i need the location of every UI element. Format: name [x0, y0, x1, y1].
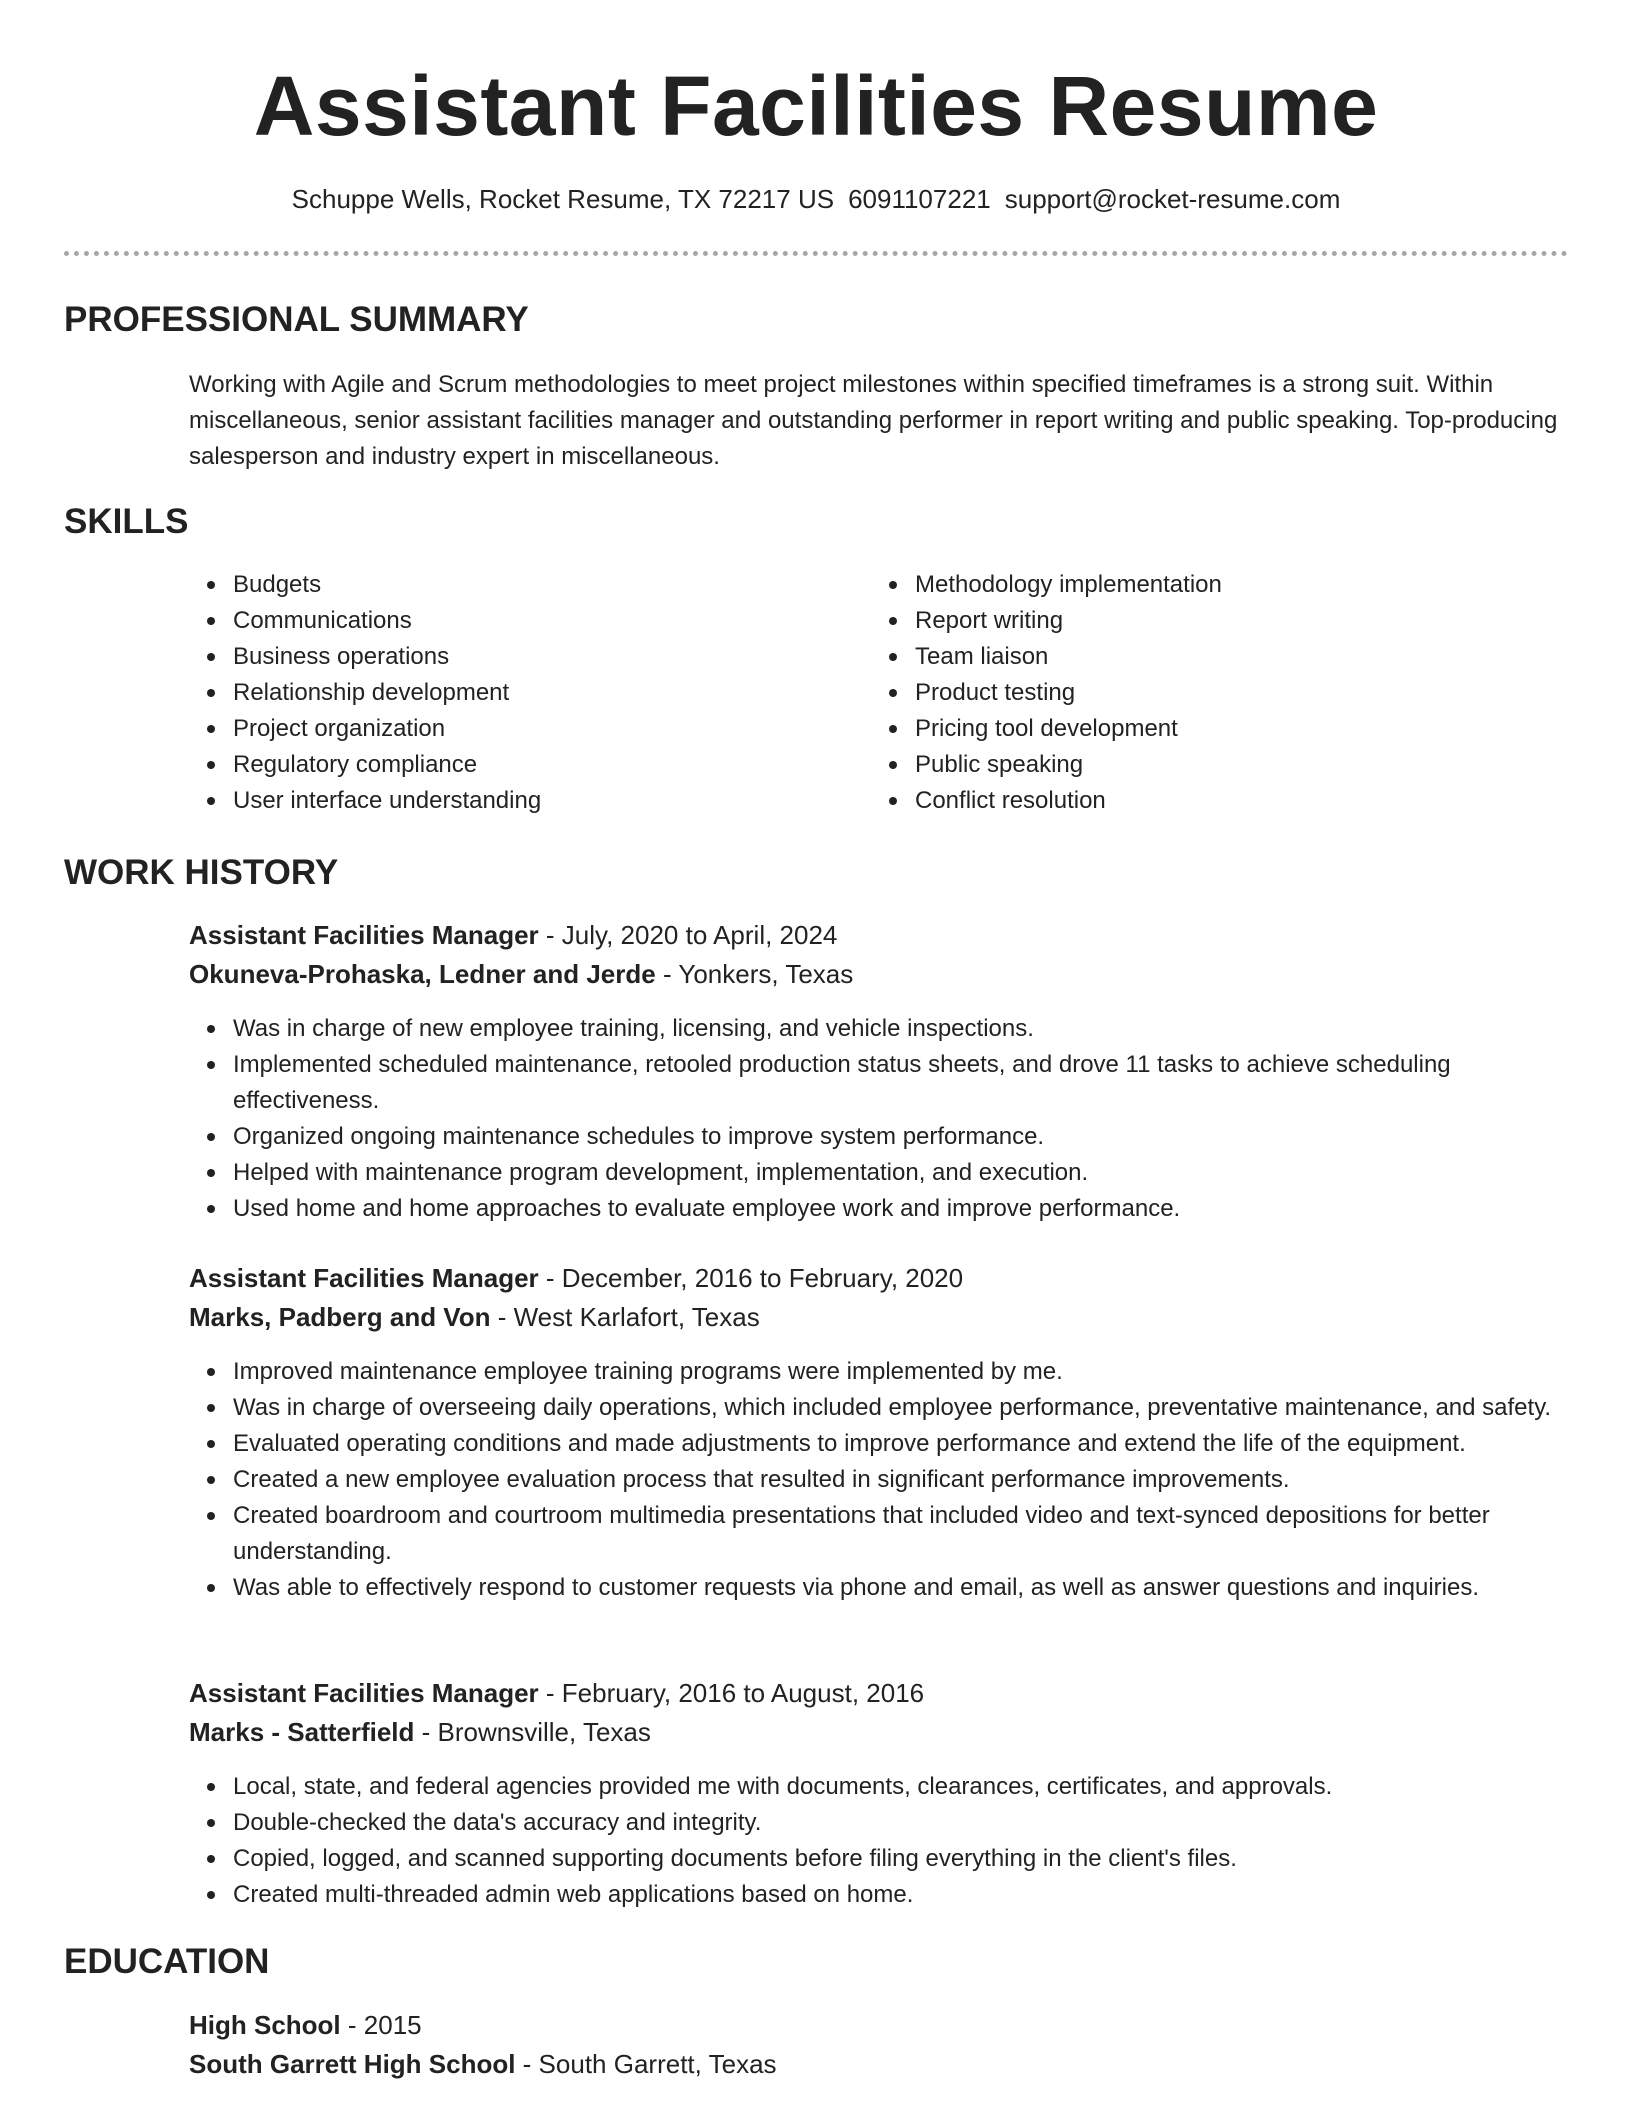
job-location: - Brownsville, Texas	[414, 1717, 651, 1747]
job-company: Marks - Satterfield	[189, 1717, 415, 1747]
job-bullets	[189, 1011, 1569, 1227]
job-bullet: Created boardroom and courtroom multimedia presentations that included video and text-synced depositions for better understanding.	[189, 1498, 1569, 1570]
job-bullets	[189, 1769, 1569, 1913]
skill-item: Relationship development	[189, 675, 829, 711]
job-location: - Yonkers, Texas	[655, 959, 854, 989]
skills-heading: SKILLS	[64, 502, 189, 541]
contact-phone: 6091107221	[848, 184, 991, 214]
skill-item: Conflict resolution	[871, 783, 1531, 819]
skill-item: Project organization	[189, 711, 829, 747]
contact-email: support@rocket-resume.com	[1004, 184, 1341, 214]
job-location: - West Karlafort, Texas	[490, 1302, 760, 1332]
job-bullet: Double-checked the data's accuracy and integrity.	[189, 1805, 1569, 1841]
job-title-line	[189, 1675, 1569, 1711]
education-heading: EDUCATION	[64, 1942, 270, 1981]
skill-item: Methodology implementation	[871, 567, 1531, 603]
skill-item: Team liaison	[871, 639, 1531, 675]
education-school: South Garrett High School	[189, 2049, 516, 2079]
skills-list-right	[871, 567, 1531, 819]
job-title: Assistant Facilities Manager	[189, 920, 539, 950]
job-bullet: Implemented scheduled maintenance, retooled production status sheets, and drove 11 tasks to achieve scheduling effectiveness.	[189, 1047, 1569, 1119]
job-bullet: Created a new employee evaluation process that resulted in significant performance improvements.	[189, 1462, 1569, 1498]
skill-item: Budgets	[189, 567, 829, 603]
job-dates: - December, 2016 to February, 2020	[538, 1263, 964, 1293]
education-year: - 2015	[340, 2010, 422, 2040]
skill-item: Report writing	[871, 603, 1531, 639]
job-dates: - February, 2016 to August, 2016	[538, 1678, 925, 1708]
skill-item: Public speaking	[871, 747, 1531, 783]
job-dates: - July, 2020 to April, 2024	[538, 920, 838, 950]
skills-list-left	[189, 567, 829, 819]
header-divider	[64, 251, 1568, 256]
education-school-line	[189, 2046, 1569, 2082]
job-bullet: Improved maintenance employee training programs were implemented by me.	[189, 1354, 1569, 1390]
education-degree-line	[189, 2007, 1569, 2043]
job-company: Marks, Padberg and Von	[189, 1302, 491, 1332]
job-title: Assistant Facilities Manager	[189, 1263, 539, 1293]
skill-item: User interface understanding	[189, 783, 829, 819]
job-bullet: Was in charge of new employee training, licensing, and vehicle inspections.	[189, 1011, 1569, 1047]
job-bullet: Copied, logged, and scanned supporting documents before filing everything in the client's files.	[189, 1841, 1569, 1877]
job-title: Assistant Facilities Manager	[189, 1678, 539, 1708]
work-heading: WORK HISTORY	[64, 853, 339, 892]
job-company: Okuneva-Prohaska, Ledner and Jerde	[189, 959, 656, 989]
job-company-line	[189, 956, 1569, 992]
job-bullet: Created multi-threaded admin web applications based on home.	[189, 1877, 1569, 1913]
skill-item: Product testing	[871, 675, 1531, 711]
contact-address: Schuppe Wells, Rocket Resume, TX 72217 US	[291, 184, 835, 214]
job-bullet: Used home and home approaches to evaluate employee work and improve performance.	[189, 1191, 1569, 1227]
job-bullet: Organized ongoing maintenance schedules to improve system performance.	[189, 1119, 1569, 1155]
skill-item: Communications	[189, 603, 829, 639]
job-bullet: Evaluated operating conditions and made adjustments to improve performance and extend the life of the equipment.	[189, 1426, 1569, 1462]
job-bullet: Local, state, and federal agencies provided me with documents, clearances, certificates, and approvals.	[189, 1769, 1569, 1805]
job-title-line	[189, 917, 1569, 953]
resume-title: Assistant Facilities Resume	[253, 59, 1379, 153]
summary-heading: PROFESSIONAL SUMMARY	[64, 300, 529, 339]
contact-line	[0, 182, 1632, 216]
education-location: - South Garrett, Texas	[515, 2049, 777, 2079]
summary-text: Working with Agile and Scrum methodologies to meet project milestones within specified timeframes is a strong suit. Within miscellaneous, senior assistant facilities manager and outstanding performer in report writing and public speaking. Top-producing salesperson and industry expert in miscellaneous.	[189, 371, 1558, 470]
job-bullet: Was in charge of overseeing daily operations, which included employee performance, preventative maintenance, and safety.	[189, 1390, 1569, 1426]
job-bullet: Helped with maintenance program development, implementation, and execution.	[189, 1155, 1569, 1191]
education-degree: High School	[189, 2010, 341, 2040]
skill-item: Business operations	[189, 639, 829, 675]
job-title-line	[189, 1260, 1569, 1296]
job-company-line	[189, 1714, 1569, 1750]
skill-item: Regulatory compliance	[189, 747, 829, 783]
job-company-line	[189, 1299, 1569, 1335]
job-bullets	[189, 1354, 1569, 1606]
job-bullet: Was able to effectively respond to customer requests via phone and email, as well as answer questions and inquiries.	[189, 1570, 1569, 1606]
skill-item: Pricing tool development	[871, 711, 1531, 747]
